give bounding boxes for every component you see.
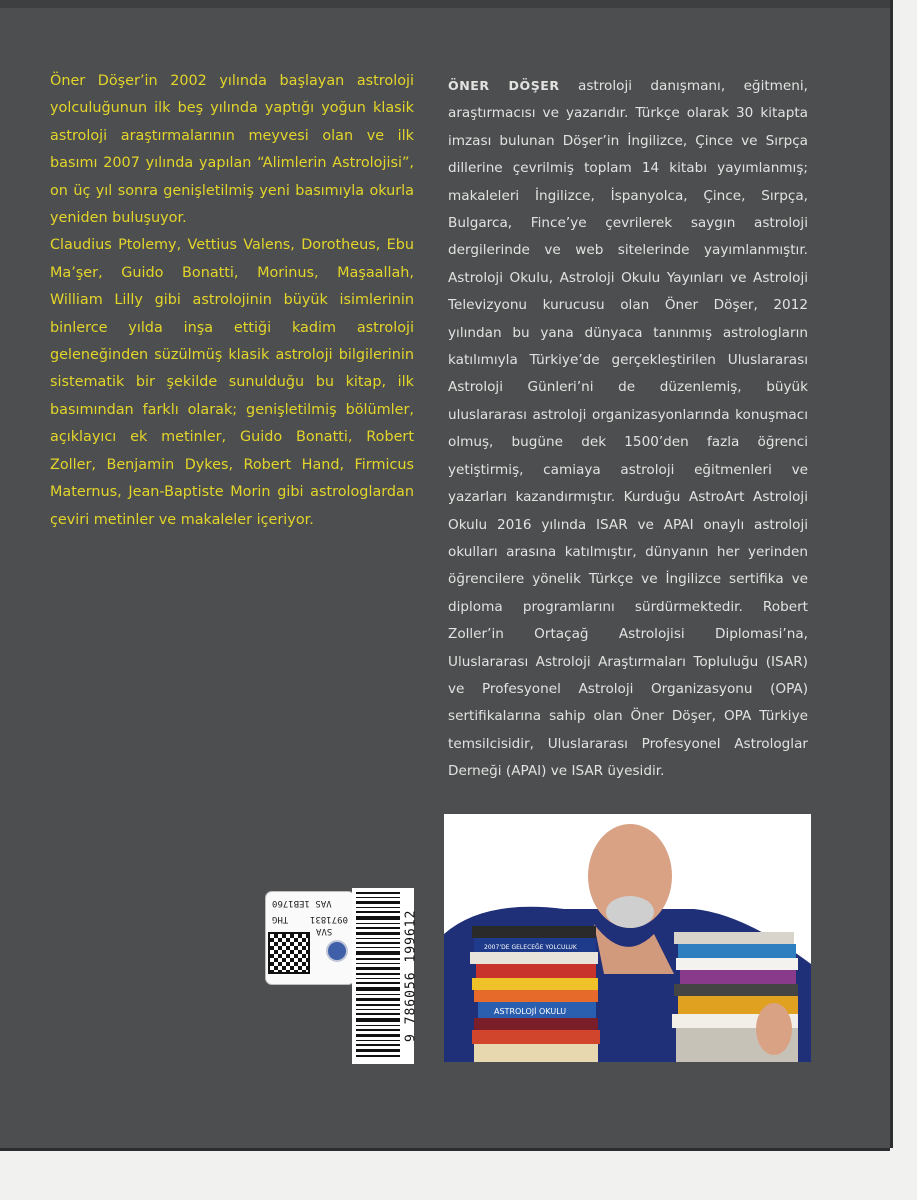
price-sticker — [266, 892, 354, 984]
book-spine-text-1: 2007’DE GELECEĞE YOLCULUK — [484, 944, 577, 951]
isbn-number: 9 786056 199612 — [403, 909, 419, 1043]
sticker-line-3: 0971831 — [310, 914, 348, 924]
description-paragraph-1: Öner Döşer’in 2002 yılında başlayan astroloji yolculuğunun ilk beş yılında yaptığı yoğun klasik astroloji araştırmalarının meyvesi olan ve ilk basımı 2007 yılında yapılan “Alimlerin Astrolojisi”, on üç yıl sonra genişletilmiş yeni basımıyla okurla yeniden buluşuyor. — [50, 73, 414, 227]
description-paragraph-2: Claudius Ptolemy, Vettius Valens, Dorotheus, Ebu Ma’şer, Guido Bonatti, Morinus, Maşaallah, William Lilly gibi astrolojinin büyük isimlerinin binlerce yılda inşa ettiği kadim astroloji geleneğinden süzülmüş klasik astroloji bilgilerinin sistematik bir şekilde sunulduğu bu kitap, ilk basımından farklı olarak; genişletilmiş bölümler, açıklayıcı ek metinler, Guido Bonatti, Robert Zoller, Benjamin Dykes, Robert Hand, Firmicus Maternus, Jean-Baptiste Morin gibi astrologlardan çeviri metinler ve makaleler içeriyor. — [50, 237, 414, 528]
sticker-line-1: VAS 1EB1760 — [272, 898, 332, 908]
hologram-seal-icon — [326, 940, 348, 962]
author-bio — [448, 72, 808, 786]
book-spine-text-2: ASTROLOJİ OKULU — [494, 1007, 567, 1016]
author-bio-text: astroloji danışmanı, eğitmeni, araştırmacısı ve yazarıdır. Türkçe olarak 30 kitapta imzası bulunan Döşer’in İngilizce, Çince ve Sırpça dillerine çevrilmiş toplam 14 kitabı yayımlanmış; makaleleri İngilizce, İspanyolca, Çince, Sırpça, Bulgarca, Fince’ye çevrilerek saygın astroloji dergilerinde ve web sitelerinde yayımlanmıştır. Astroloji Okulu, Astroloji Okulu Yayınları ve Astroloji Televizyonu kurucusu olan Öner Döşer, 2012 yılından bu yana dünyaca tanınmış astrologların katılımıyla Türkiye’de gerçekleştirilen Uluslararası Astroloji Günleri’ni de düzenlemiş, büyük uluslararası astroloji organizasyonlarında konuşmacı olmuş, bugüne dek 1500’den fazla öğrenci yetiştirmiş, camiaya astroloji eğitmenleri ve yazarları kazandırmıştır. Kurduğu AstroArt Astroloji Okulu 2016 yılında ISAR ve APAI onaylı astroloji okulları arasına katılmıştır, dünyanın her yerinden öğrencilere yönelik Türkçe ve İngilizce sertifika ve diploma programlarını sürdürmektedir. Robert Zoller’in Ortaçağ Astrolojisi Diplomasi’na, Uluslararası Astroloji Araştırmaları Topluluğu (ISAR) ve Profesyonel Astroloji Organizasyonu (OPA) sertifikalarına sahip olan Öner Döşer, OPA Türkiye temsilcisidir, Uluslararası Profesyonel Astrologlar Derneği (APAI) ve ISAR üyesidir. — [448, 78, 808, 780]
sticker-line-4: SVA — [316, 926, 333, 936]
sticker-line-2: THG — [272, 914, 289, 924]
book-description — [50, 68, 414, 534]
qr-code-icon — [270, 934, 308, 972]
author-photo — [444, 814, 811, 1062]
cover-top-edge — [0, 0, 890, 8]
author-name: ÖNER DÖŞER — [448, 78, 560, 93]
